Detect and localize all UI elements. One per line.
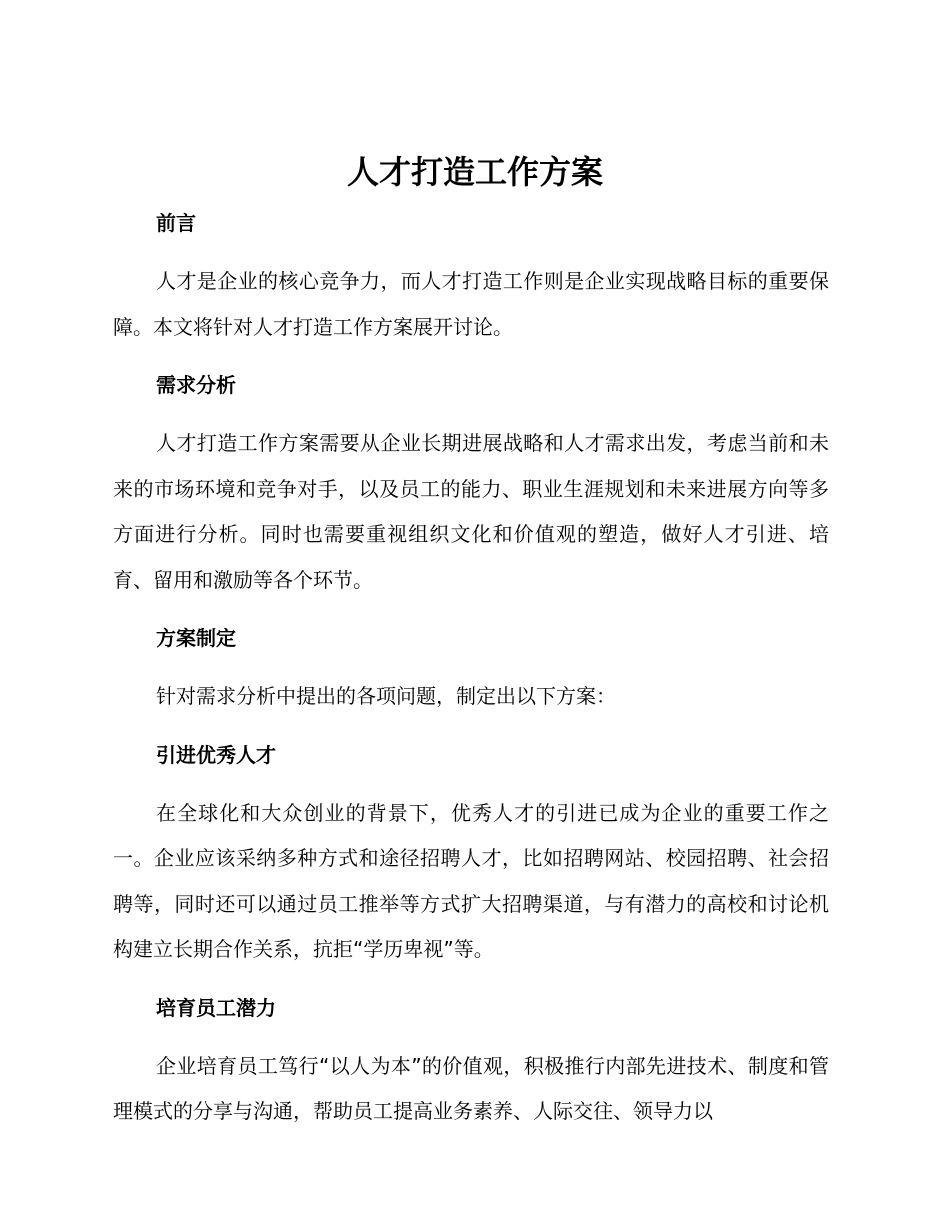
- section-heading-talent-recruitment: 引进优秀人才: [156, 742, 276, 767]
- section-paragraph-employee-development: 企业培育员工笃行“以人为本”的价值观，积极推行内部先进技术、制度和管理模式的分享与沟通，帮助员工提高业务素养、人际交往、领导力以: [113, 1053, 829, 1123]
- section-paragraph-preface: 人才是企业的核心竞争力，而人才打造工作则是企业实现战略目标的重要保障。本文将针对人才打造工作方案展开讨论。: [113, 269, 829, 339]
- document-body: [113, 200, 829, 1135]
- section-preface: [113, 200, 829, 362]
- section-employee-development: [113, 985, 829, 1135]
- document-title: 人才打造工作方案: [346, 153, 603, 191]
- section-heading-employee-development: 培育员工潜力: [156, 995, 276, 1020]
- section-heading-needs-analysis: 需求分析: [156, 373, 236, 397]
- section-needs-analysis: [113, 362, 829, 615]
- section-plan: [113, 615, 829, 732]
- section-paragraph-talent-recruitment: 在全球化和大众创业的背景下，优秀人才的引进已成为企业的重要工作之一。企业应该采纳多种方式和途径招聘人才，比如招聘网站、校园招聘、社会招聘等，同时还可以通过员工推举等方式扩大招聘渠道，与有潜力的高校和讨论机构建立长期合作关系，抗拒“学历卑视”等。: [113, 800, 829, 961]
- section-paragraph-plan: 针对需求分析中提出的各项问题，制定出以下方案：: [156, 684, 616, 708]
- section-heading-plan: 方案制定: [156, 626, 236, 650]
- section-heading-preface: 前言: [156, 211, 196, 235]
- section-paragraph-needs-analysis: 人才打造工作方案需要从企业长期进展战略和人才需求出发，考虑当前和未来的市场环境和竞争对手，以及员工的能力、职业生涯规划和未来进展方向等多方面进行分析。同时也需要重视组织文化和价值观的塑造，做好人才引进、培育、留用和激励等各个环节。: [113, 431, 829, 592]
- section-talent-recruitment: [113, 732, 829, 985]
